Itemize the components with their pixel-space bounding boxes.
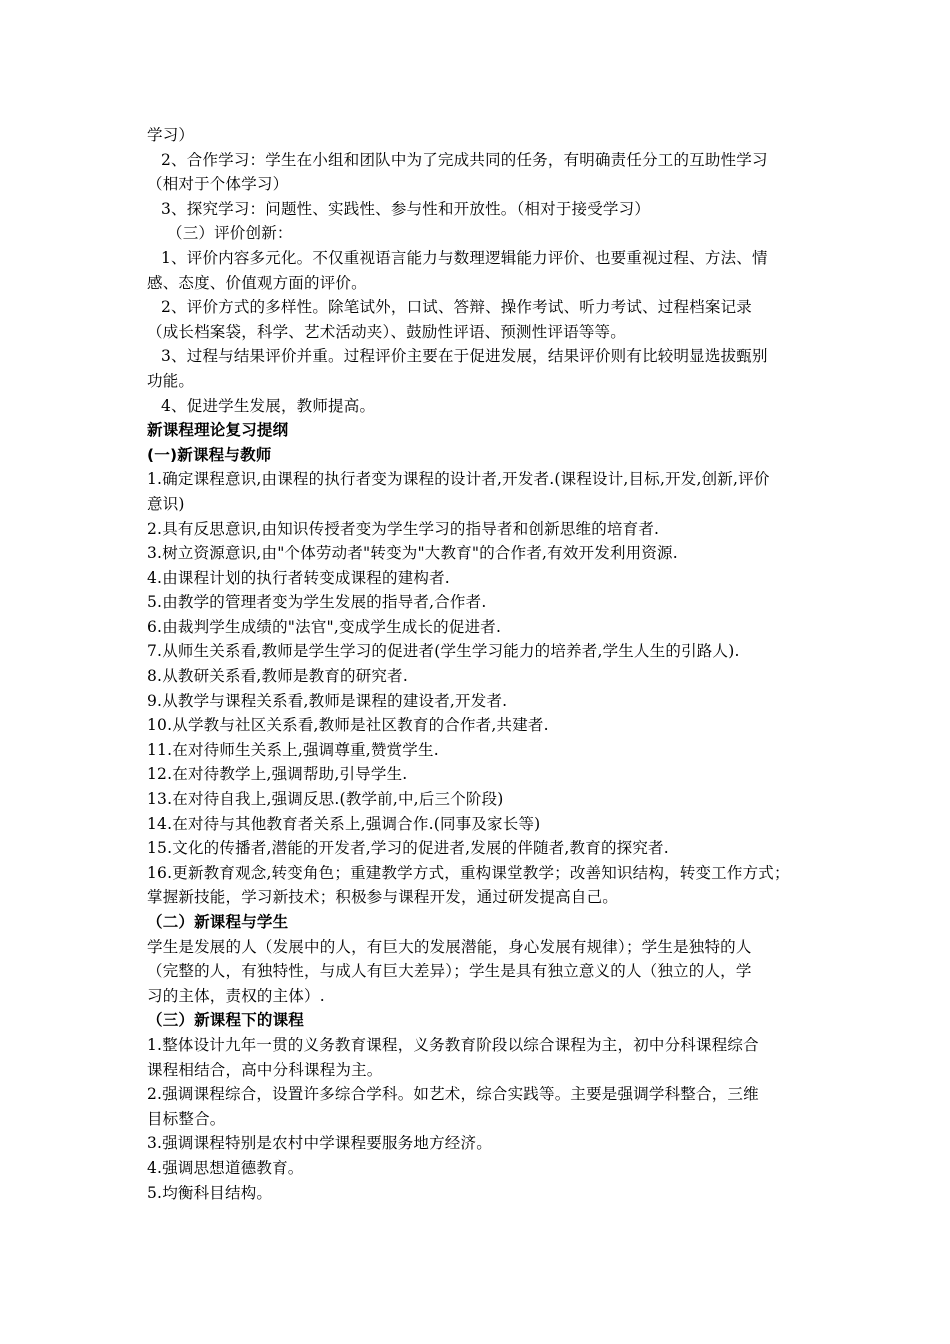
text-line: 7.从师生关系看,教师是学生学习的促进者(学生学习能力的培养者,学生人生的引路人). [147,642,740,661]
text-line: 2.强调课程综合，设置许多综合学科。如艺术，综合实践等。主要是强调学科整合，三维 [147,1085,759,1104]
text-line: 11.在对待师生关系上,强调尊重,赞赏学生. [147,740,439,759]
text-line: 4.由课程计划的执行者转变成课程的建构者. [147,568,450,587]
text-line: 5.由教学的管理者变为学生发展的指导者,合作者. [147,593,487,612]
text-line: 3、探究学习：问题性、实践性、参与性和开放性。（相对于接受学习） [161,199,651,218]
text-line: 学生是发展的人（发展中的人，有巨大的发展潜能，身心发展有规律）；学生是独特的人 [147,937,752,956]
text-line: （三）评价创新： [167,224,293,243]
text-line: 1.整体设计九年一贯的义务教育课程，义务教育阶段以综合课程为主，初中分科课程综合 [147,1035,759,1054]
text-line: 习的主体，责权的主体）. [147,986,325,1005]
text-line: 2、评价方式的多样性。除笔试外，口试、答辩、操作考试、听力考试、过程档案记录 [161,298,752,317]
section-heading: 新课程理论复习提纲 [147,421,289,440]
text-line: 14.在对待与其他教育者关系上,强调合作.(同事及家长等) [147,814,541,833]
section-heading: (一)新课程与教师 [147,445,272,464]
text-line: 课程相结合，高中分科课程为主。 [147,1060,383,1079]
text-line: 15.文化的传播者,潜能的开发者,学习的促进者,发展的伴随者,教育的探究者. [147,839,669,858]
text-line: 感、态度、价值观方面的评价。 [147,273,367,292]
text-line: 16.更新教育观念,转变角色；重建教学方式，重构课堂教学；改善知识结构，转变工作方式； [147,863,790,882]
text-line: 功能。 [147,371,195,390]
text-line: 5.均衡科目结构。 [147,1183,273,1202]
text-line: 2、合作学习：学生在小组和团队中为了完成共同的任务，有明确责任分工的互助性学习 [161,150,768,169]
text-line: 3.树立资源意识,由"个体劳动者"转变为"大教育"的合作者,有效开发利用资源. [147,544,678,563]
section-heading: （三）新课程下的课程 [147,1011,305,1030]
text-line: 10.从学教与社区关系看,教师是社区教育的合作者,共建者. [147,716,549,735]
text-line: 1、评价内容多元化。不仅重视语言能力与数理逻辑能力评价、也要重视过程、方法、情 [161,248,768,267]
section-heading: （二）新课程与学生 [147,913,289,931]
text-line: 3、过程与结果评价并重。过程评价主要在于促进发展，结果评价则有比较明显选拔甄别 [161,347,768,366]
text-line: 3.强调课程特别是农村中学课程要服务地方经济。 [147,1134,492,1153]
text-line: 12.在对待教学上,强调帮助,引导学生. [147,765,408,784]
text-line: 掌握新技能，学习新技术；积极参与课程开发，通过研发提高自己。 [147,888,619,907]
text-line: 1.确定课程意识,由课程的执行者变为课程的设计者,开发者.(课程设计,目标,开发,创新,评价 [147,470,770,489]
text-line: 9.从教学与课程关系看,教师是课程的建设者,开发者. [147,691,508,710]
text-line: （完整的人，有独特性，与成人有巨大差异）；学生是具有独立意义的人（独立的人，学 [147,962,752,981]
text-line: 4、促进学生发展，教师提高。 [161,396,376,415]
text-line: 学习） [147,126,195,144]
text-line: 8.从教研关系看,教师是教育的研究者. [147,667,408,686]
text-line: 目标整合。 [147,1109,226,1128]
text-line: （相对于个体学习） [147,175,289,194]
text-line: （成长档案袋，科学、艺术活动夹）、鼓励性评语、预测性评语等等。 [147,322,626,341]
text-line: 意识) [147,494,185,513]
text-line: 13.在对待自我上,强调反思.(教学前,中,后三个阶段) [147,790,504,809]
text-line: 4.强调思想道德教育。 [147,1158,304,1177]
document-page [147,123,827,1205]
text-line: 6.由裁判学生成绩的"法官",变成学生成长的促进者. [147,617,502,636]
text-line: 2.具有反思意识,由知识传授者变为学生学习的指导者和创新思维的培育者. [147,519,660,538]
